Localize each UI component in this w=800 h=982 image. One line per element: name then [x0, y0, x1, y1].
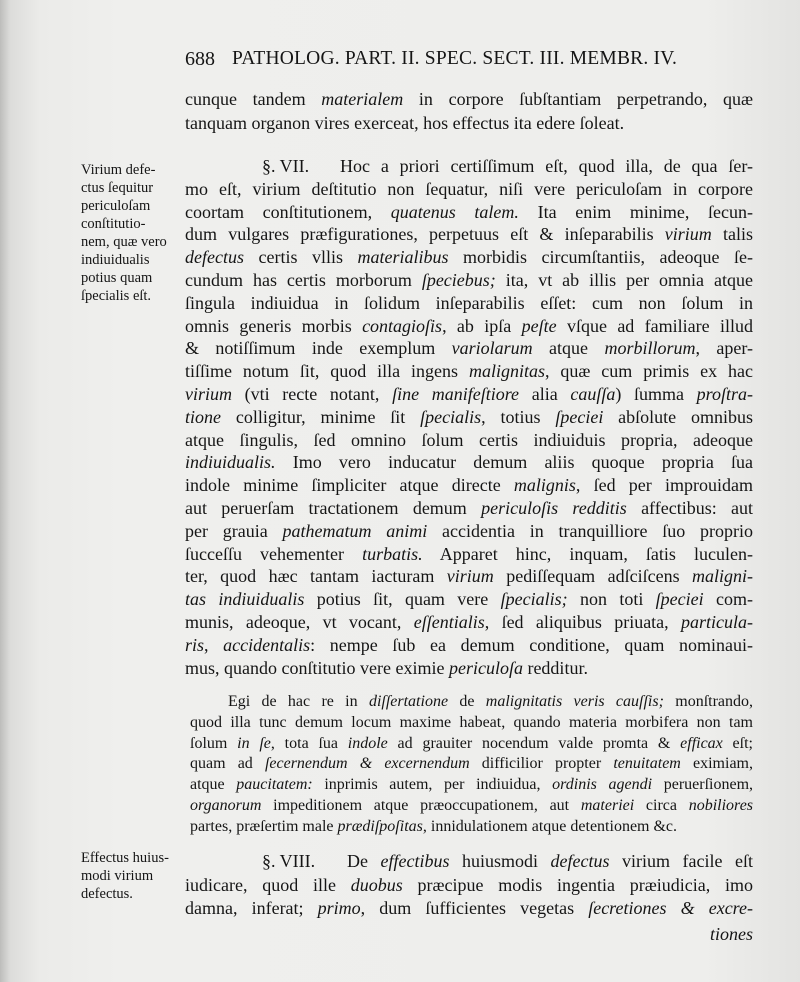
text-line [185, 360, 753, 383]
roman-text: com- [703, 589, 753, 610]
italic-text: malignitas [468, 361, 545, 382]
italic-text: primo [317, 898, 361, 918]
italic-text: paucitatem: [236, 776, 313, 794]
italic-text: organorum [190, 796, 262, 814]
text-line [185, 383, 753, 406]
italic-text: tenuitatem [613, 755, 681, 773]
italic-text: diſſertatione [368, 693, 449, 710]
text-line [185, 897, 753, 921]
margin-note-line: potius quam [81, 270, 153, 286]
roman-text: quod illa tunc demum locum maxime habeat, quando materia morbifera non tam [190, 713, 753, 731]
roman-text: de [448, 693, 486, 710]
text-line [190, 713, 753, 734]
roman-text: , ſed aliquibus priuata, [484, 611, 681, 632]
footnote-paragraph [190, 692, 753, 838]
page-number: 688 [185, 48, 215, 70]
margin-note [81, 849, 185, 903]
roman-text: indole minime ſimpliciter atque directe [185, 475, 514, 496]
roman-text: atque [190, 776, 237, 794]
italic-text: efficax [680, 734, 723, 752]
text-line [190, 817, 753, 838]
text-line [185, 565, 753, 588]
roman-text: huiusmodi [449, 851, 551, 871]
italic-text: indiuidualis. [185, 452, 276, 473]
roman-text: in corpore ſubſtantiam perpetrando, quæ [403, 89, 753, 109]
italic-text: virium [185, 383, 232, 404]
running-head [185, 46, 753, 72]
roman-text: Imo vero inducatur demum aliis quoque propria ſua [275, 452, 753, 473]
text-line [185, 874, 753, 898]
margin-note-line: Effectus huius- [81, 850, 169, 866]
italic-text: accidentalis [223, 634, 311, 655]
roman-text: , aper- [695, 338, 753, 359]
roman-text: certis vllis [243, 247, 358, 268]
margin-note-line: modi virium [81, 868, 154, 884]
roman-text: ter, quod hæc tantam iacturam [185, 566, 447, 587]
text-line [185, 657, 753, 680]
italic-text: virium [664, 224, 712, 245]
margin-note-line: periculoſam [81, 198, 151, 214]
roman-text: atque [532, 338, 605, 359]
roman-text: damna, inferat; [185, 898, 318, 918]
roman-text: atque ſingulis, ſed omnino ſolum certis indiuiduis propria, adeoque [185, 429, 753, 450]
roman-text: redditur. [522, 657, 588, 678]
roman-text: peruerſionem, [652, 776, 754, 794]
italic-text: particula- [681, 611, 753, 632]
roman-text: ) ſumma [615, 383, 697, 404]
roman-text: Hoc a priori certiſſimum eſt, quod illa, de qua ſer- [340, 156, 753, 176]
roman-text: præcipue modis ingentia præiudicia, imo [402, 874, 753, 895]
italic-text: ſpeciei [655, 589, 704, 610]
italic-text: defectus [185, 247, 244, 268]
text-line [185, 337, 753, 360]
roman-text: non toti [567, 589, 656, 610]
text-line [185, 87, 753, 111]
roman-text: & notiſſimum inde exemplum [185, 338, 452, 359]
section-number: §. VIII. [262, 851, 316, 871]
italic-text: indole [347, 734, 388, 752]
italic-text: ſpecialis; [500, 589, 568, 610]
margin-note-line: conſtitutio- [81, 216, 146, 232]
italic-text: materiei [580, 796, 635, 814]
italic-text: periculoſa [448, 657, 523, 678]
roman-text: virium facile eſt [609, 851, 753, 871]
roman-text: dum vulgares præfigurationes, perpetuus eſt & inſeparabilis [185, 224, 665, 245]
roman-text: impeditionem atque præoccupationem, aut [261, 796, 581, 814]
text-line [185, 497, 753, 520]
italic-text: morbillorum [604, 338, 696, 359]
margin-note-line: ſpecialis eſt. [81, 288, 152, 304]
roman-text: ad grauiter nocendum valde promta & [387, 734, 681, 752]
roman-text: cunque tandem [185, 89, 322, 109]
roman-text: : nempe ſub ea demum conditione, quam nominaui- [310, 634, 753, 655]
roman-text: ſucceſſu vehementer [185, 543, 363, 564]
roman-text: monſtrando, [663, 693, 754, 710]
italic-text: quatenus talem. [390, 201, 519, 222]
text-line [185, 223, 753, 246]
roman-text: quam ad [190, 755, 265, 773]
continued-paragraph [185, 87, 753, 135]
text-line [185, 543, 753, 566]
roman-text: abſolute omnibus [603, 406, 753, 427]
roman-text: , [204, 634, 224, 655]
roman-text: per grauia [185, 520, 283, 541]
margin-note-line: ctus ſequitur [81, 180, 154, 196]
roman-text: Egi de hac re in [228, 693, 369, 710]
roman-text: partes, præſertim male [190, 817, 338, 835]
section-viii-paragraph [185, 850, 753, 921]
italic-text: effectibus [380, 851, 450, 871]
italic-text: ris [185, 634, 205, 655]
roman-text: mo eſt, virium deſtitutio non ſequatur, niſi vere periculoſam in corpore [185, 178, 753, 199]
section-vii-paragraph [185, 155, 753, 679]
roman-text: eximiam, [680, 755, 753, 773]
roman-text: ita, vt ab illis per omnia atque [495, 269, 753, 290]
text-line [185, 269, 753, 292]
italic-text: pathematum animi [282, 520, 428, 541]
margin-note-line: indiuidualis [81, 252, 150, 268]
italic-text: proſtra- [696, 383, 753, 404]
italic-text: materialem [321, 89, 404, 109]
italic-text: peſte [521, 315, 557, 336]
roman-text: ſolum [190, 734, 238, 752]
italic-text: ſecernendum & excernendum [264, 755, 470, 773]
italic-text: contagioſis [362, 315, 443, 336]
roman-text: , totius [481, 406, 556, 427]
text-line [185, 111, 753, 135]
italic-text: eſſentialis [413, 611, 485, 632]
roman-text: tiſſime notum ſit, quod illa ingens [185, 361, 469, 382]
italic-text: in ſe [237, 734, 271, 752]
text-line [190, 692, 753, 713]
text-line [185, 429, 753, 452]
italic-text: ſpecialis [420, 406, 482, 427]
roman-text: coortam conſtitutionem, [185, 201, 391, 222]
roman-text: talis [711, 224, 753, 245]
roman-text: potius ſit, quam vere [304, 589, 501, 610]
roman-text: mus, quando conſtitutio vere eximie [185, 657, 449, 678]
text-line [185, 850, 753, 874]
italic-text: ſpeciebus; [421, 269, 496, 290]
roman-text: inprimis autem, per indiuidua, [312, 776, 553, 794]
italic-text: materialibus [357, 247, 449, 268]
italic-text: cauſſa [570, 383, 616, 404]
roman-text: morbidis circumſtantiis, adeoque ſe- [448, 247, 753, 268]
text-line [185, 451, 753, 474]
text-line [190, 754, 753, 775]
text-line [185, 246, 753, 269]
italic-text: turbatis. [362, 543, 423, 564]
italic-text: malignitatis veris cauſſis; [485, 693, 664, 710]
roman-text: , tota ſua [270, 734, 348, 752]
text-line [185, 155, 753, 178]
italic-text: ſpeciei [555, 406, 604, 427]
roman-text: aut peruerſam tractationem demum [185, 497, 482, 518]
roman-text: vſque ad familiare illud [556, 315, 753, 336]
margin-note-line: Virium defe- [81, 162, 156, 178]
italic-text: periculoſis redditis [481, 497, 627, 518]
roman-text: , quæ cum primis ex hac [544, 361, 753, 382]
roman-text: pediſſequam adſciſcens [493, 566, 692, 587]
text-line [185, 406, 753, 429]
roman-text: , dum ſufficientes vegetas [360, 898, 589, 918]
roman-text: difficilior propter [469, 755, 614, 773]
roman-text: tanquam organon vires exerceat, hos effectus ita edere ſoleat. [185, 113, 625, 133]
section-number: §. VII. [262, 156, 310, 176]
text-line [185, 474, 753, 497]
roman-text: circa [634, 796, 689, 814]
text-line [185, 588, 753, 611]
text-line [185, 292, 753, 315]
italic-text: malignis [513, 475, 576, 496]
catchword: tiones [710, 924, 753, 944]
italic-text: tas indiuidualis [185, 589, 305, 610]
text-line [185, 178, 753, 201]
roman-text: munis, adeoque, vt vocant, [185, 611, 414, 632]
roman-text: (vti recte notant, [232, 383, 393, 404]
roman-text: affectibus: aut [626, 497, 754, 518]
roman-text: iudicare, quod ille [185, 874, 351, 895]
text-line [190, 796, 753, 817]
roman-text: alia [519, 383, 571, 404]
roman-text: , ſed per improuidam [575, 475, 753, 496]
text-line [185, 634, 753, 657]
roman-text: De [347, 851, 381, 871]
italic-text: prædiſpoſitas [337, 817, 423, 835]
roman-text: ſingula indiuidua in ſolidum inſeparabilis eſſet: cum non ſolum in [185, 292, 753, 313]
text-line [185, 315, 753, 338]
roman-text: , ab ipſa [442, 315, 522, 336]
running-title: PATHOLOG. PART. II. SPEC. SECT. III. MEMBR. IV. [232, 48, 678, 69]
text-line [185, 611, 753, 634]
italic-text: nobiliores [688, 796, 754, 814]
margin-note [81, 161, 185, 305]
italic-text: ordinis agendi [552, 776, 653, 794]
margin-note-line: nem, quæ vero [81, 234, 167, 250]
italic-text: tione [185, 406, 221, 427]
italic-text: ſecretiones & excre- [588, 898, 753, 918]
roman-text: cundum has certis morborum [185, 269, 422, 290]
roman-text: Apparet hinc, inquam, ſatis luculen- [422, 543, 753, 564]
italic-text: virium [446, 566, 494, 587]
text-line [190, 775, 753, 796]
italic-text: defectus [550, 851, 610, 871]
italic-text: duobus [350, 874, 403, 895]
roman-text: omnis generis morbis [185, 315, 363, 336]
roman-text: , innidulationem atque detentionem &c. [422, 817, 678, 835]
italic-text: maligni- [692, 566, 753, 587]
margin-note-line: defectus. [81, 886, 133, 902]
text-line [185, 201, 753, 224]
text-line [190, 734, 753, 755]
roman-text: eſt; [722, 734, 753, 752]
italic-text: ſine manifeſtiore [392, 383, 520, 404]
roman-text: colligitur, minime ſit [221, 406, 421, 427]
text-line [185, 520, 753, 543]
roman-text: Ita enim minime, ſecun- [518, 201, 753, 222]
roman-text: accidentia in tranquilliore ſuo proprio [427, 520, 753, 541]
italic-text: variolarum [451, 338, 533, 359]
